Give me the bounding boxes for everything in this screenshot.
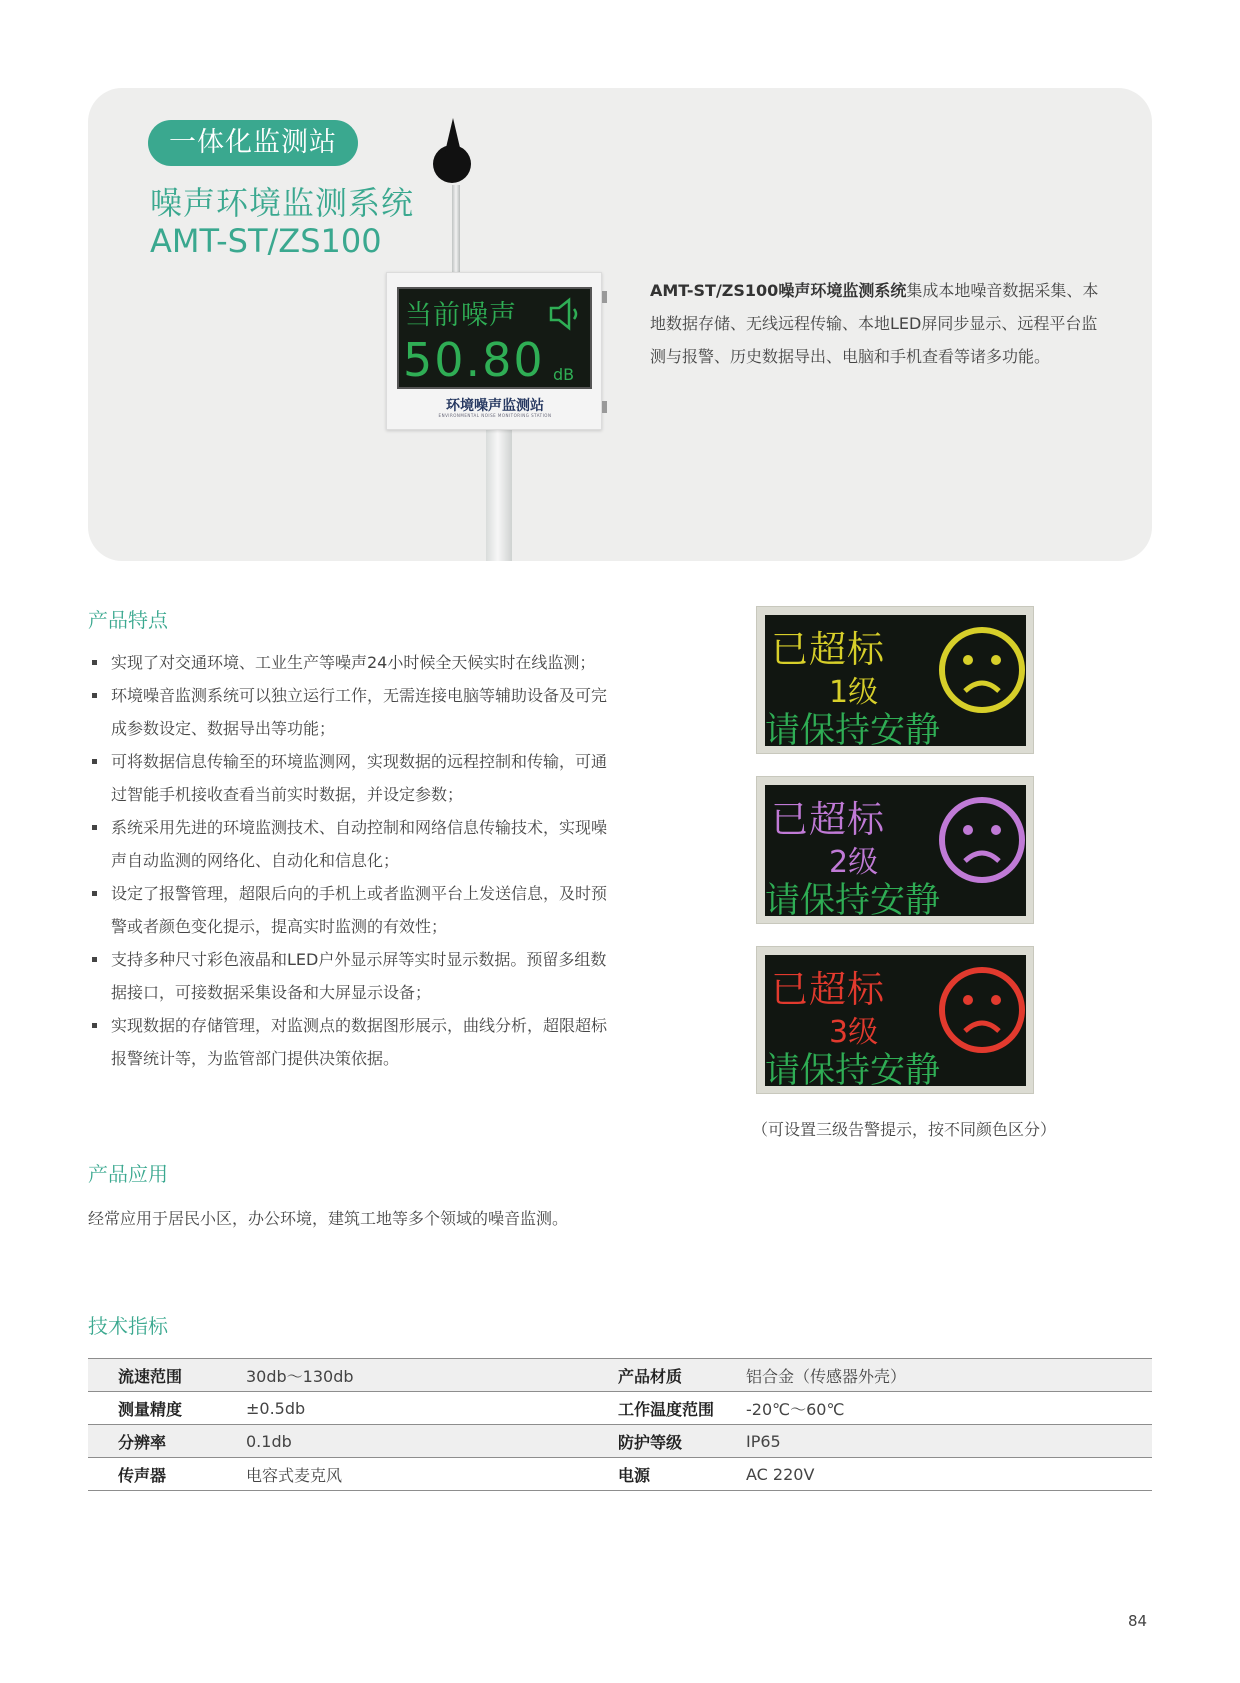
table-row: 分辨率 0.1db 防护等级 IP65 — [88, 1425, 1152, 1458]
screen-label: 当前噪声 — [405, 300, 517, 331]
page-number: 84 — [1128, 1612, 1148, 1630]
screen-unit: dB — [553, 365, 575, 384]
application-text: 经常应用于居民小区，办公环境，建筑工地等多个领域的噪音监测。 — [88, 1209, 569, 1228]
features-heading: 产品特点 — [88, 608, 168, 632]
microphone-rod — [452, 185, 460, 273]
alert-level: 1级 — [829, 675, 879, 710]
alert-panel-level-2 — [756, 776, 1034, 924]
table-row: 测量精度 ±0.5db 工作温度范围 -20℃～60℃ — [88, 1392, 1152, 1425]
sad-face-icon — [937, 965, 1027, 1055]
speaker-icon — [547, 295, 587, 333]
application-heading: 产品应用 — [88, 1162, 168, 1186]
list-item: 可将数据信息传输至的环境监测网，实现数据的远程控制和传输，可通过智能手机接收查看当前实时数据，并设定参数； — [88, 745, 608, 811]
side-connector — [602, 401, 607, 413]
sad-face-icon — [937, 795, 1027, 885]
sad-face-icon — [937, 625, 1027, 715]
station-label: 环境噪声监测站 — [446, 398, 544, 414]
side-connector — [602, 291, 607, 303]
list-item: 环境噪音监测系统可以独立运行工作，无需连接电脑等辅助设备及可完成参数设定、数据导出等功能； — [88, 679, 608, 745]
category-badge: 一体化监测站 — [148, 120, 358, 166]
alert-panel-level-1 — [756, 606, 1034, 754]
station-sublabel: ENVIRONMENTAL NOISE MONITORING STATION — [438, 413, 552, 418]
product-title: 噪声环境监测系统 — [150, 184, 415, 222]
specs-table — [88, 1358, 1152, 1491]
alert-title: 已超标 — [771, 968, 885, 1011]
list-item: 实现了对交通环境、工业生产等噪声24小时候全天候实时在线监测； — [88, 646, 608, 679]
table-row: 流速范围 30db～130db 产品材质 铝合金（传感器外壳） — [88, 1359, 1152, 1392]
alert-message: 请保持安静 — [765, 1051, 941, 1091]
features-list — [88, 646, 608, 1075]
alert-message: 请保持安静 — [765, 711, 941, 751]
alert-level: 2级 — [829, 845, 879, 880]
list-item: 设定了报警管理，超限后向的手机上或者监测平台上发送信息，及时预警或者颜色变化提示，提高实时监测的有效性； — [88, 877, 608, 943]
alert-caption: （可设置三级告警提示，按不同颜色区分） — [752, 1120, 1057, 1139]
table-row: 传声器 电容式麦克风 电源 AC 220V — [88, 1458, 1152, 1491]
alert-panel-level-3 — [756, 946, 1034, 1094]
led-screen — [397, 287, 592, 389]
monitor-station-box — [386, 272, 602, 430]
list-item: 系统采用先进的环境监测技术、自动控制和网络信息传输技术，实现噪声自动监测的网络化、自动化和信息化； — [88, 811, 608, 877]
product-model: AMT-ST/ZS100 — [150, 222, 382, 260]
mounting-pole — [486, 420, 512, 561]
alert-title: 已超标 — [771, 628, 885, 671]
alert-title: 已超标 — [771, 798, 885, 841]
intro-paragraph — [650, 274, 1110, 373]
intro-text: 集成本地噪音数据采集、本地数据存储、无线远程传输、本地LED屏同步显示、远程平台监测与报警、历史数据导出、电脑和手机查看等诸多功能。 — [650, 281, 1099, 366]
microphone-tip — [445, 118, 461, 152]
screen-value: 50.80 — [403, 333, 545, 387]
alert-message: 请保持安静 — [765, 881, 941, 921]
list-item: 实现数据的存储管理，对监测点的数据图形展示，曲线分析，超限超标报警统计等，为监管部门提供决策依据。 — [88, 1009, 608, 1075]
specs-heading: 技术指标 — [88, 1314, 168, 1338]
intro-bold: AMT-ST/ZS100噪声环境监测系统 — [650, 281, 907, 300]
alert-level: 3级 — [829, 1015, 879, 1050]
list-item: 支持多种尺寸彩色液晶和LED户外显示屏等实时显示数据。预留多组数据接口，可接数据采集设备和大屏显示设备； — [88, 943, 608, 1009]
